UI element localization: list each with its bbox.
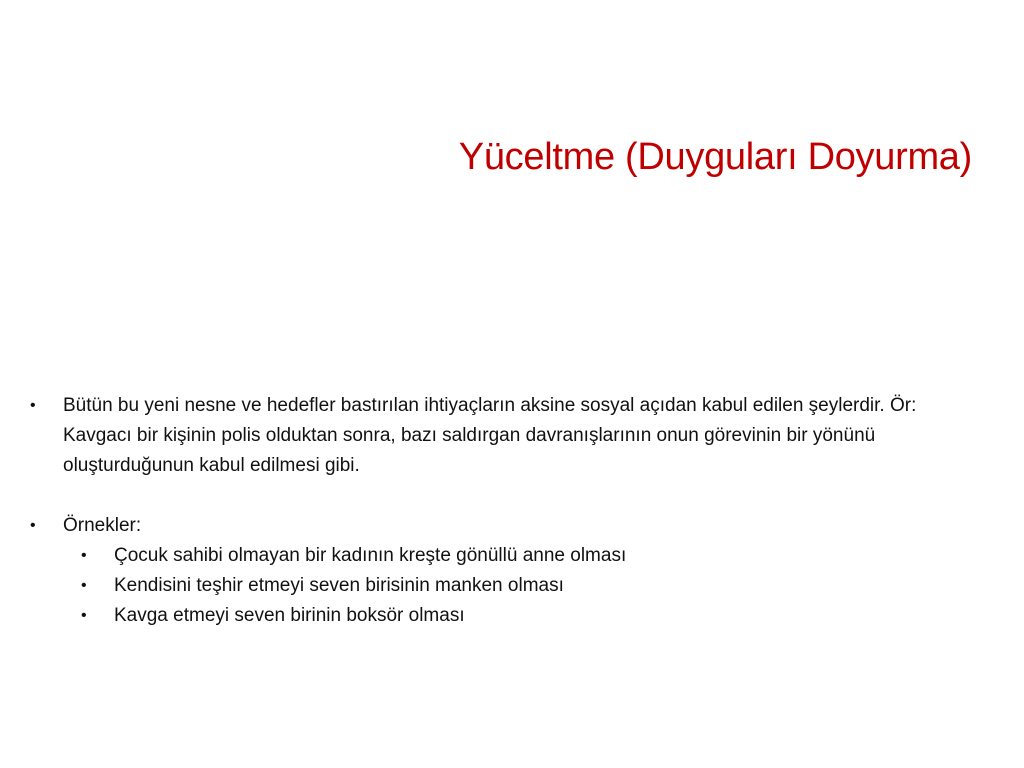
slide-title: Yüceltme (Duyguları Doyurma): [458, 136, 972, 178]
bullet-text: Bütün bu yeni nesne ve hedefler bastırılan ihtiyaçların aksine sosyal açıdan kabul edilen şeylerdir. Ör: Kavgacı bir kişinin polis olduktan sonra, bazı saldırgan davranışlarının onun görevinin bir yönünü oluşturduğunun kabul edilmesi gibi.: [63, 395, 917, 476]
bullet-dot-icon: •: [81, 607, 87, 624]
bullet-text: Örnekler:: [63, 515, 142, 536]
sub-bullet-item: [81, 541, 990, 571]
sub-bullet-item: [81, 601, 990, 631]
sub-bullet-text: Kavga etmeyi seven birinin boksör olması: [114, 605, 465, 626]
sub-bullet-text: Kendisini teşhir etmeyi seven birisinin manken olması: [114, 575, 564, 596]
bullet-item-examples: [30, 511, 990, 541]
bullet-dot-icon: •: [81, 547, 87, 564]
sub-bullet-text: Çocuk sahibi olmayan bir kadının kreşte gönüllü anne olması: [114, 545, 627, 566]
bullet-dot-icon: •: [81, 577, 87, 594]
slide-content: [30, 391, 990, 631]
bullet-dot-icon: •: [30, 517, 36, 534]
sub-bullet-list: [30, 541, 990, 631]
bullet-item-definition: [30, 391, 990, 481]
sub-bullet-item: [81, 571, 990, 601]
bullet-dot-icon: •: [30, 397, 36, 414]
